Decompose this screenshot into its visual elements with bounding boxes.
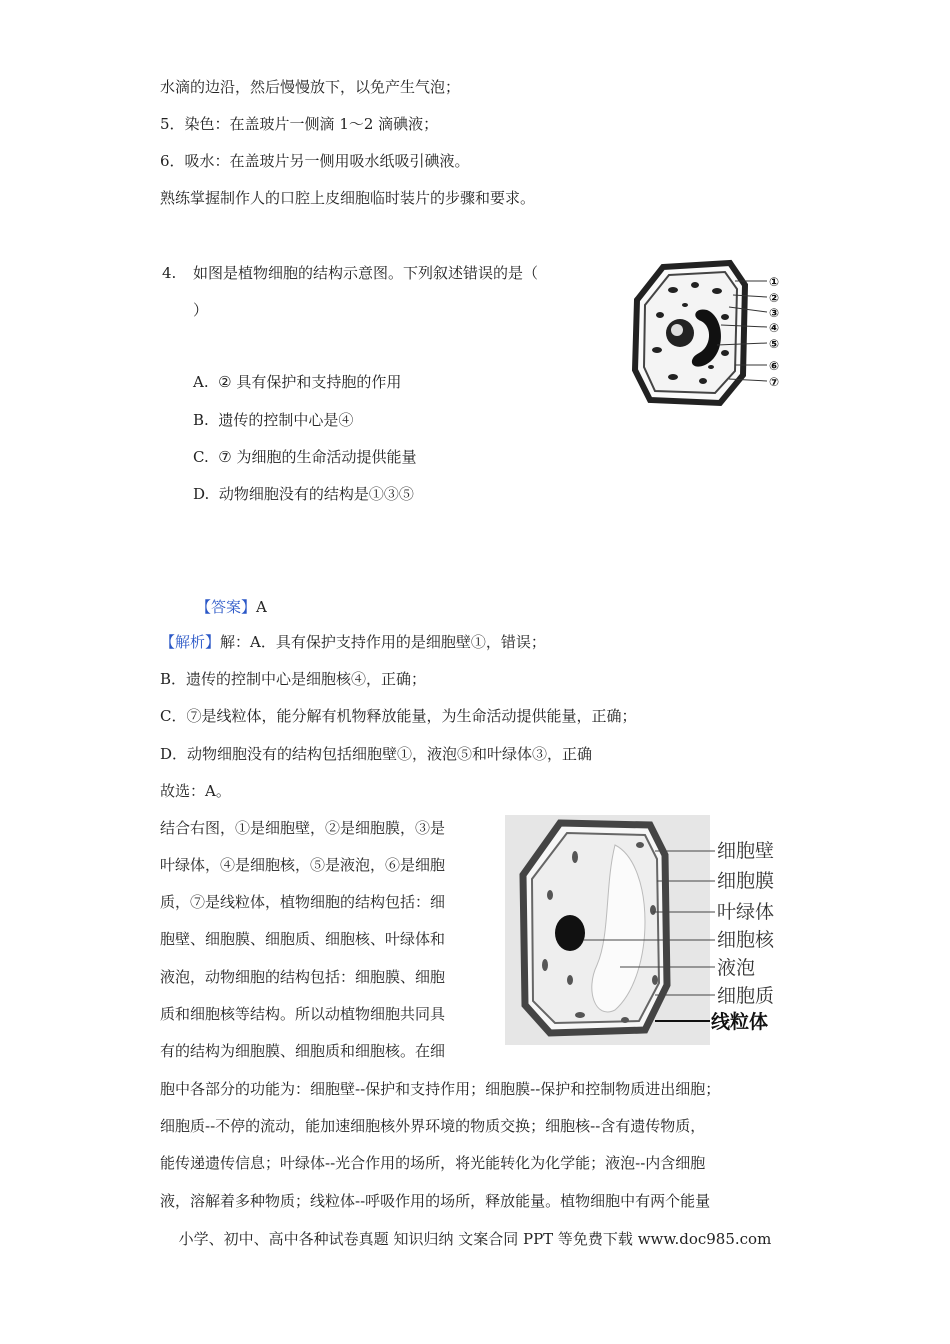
figure-label: 液泡 <box>717 957 756 979</box>
figure-label: ⑦ <box>769 375 780 389</box>
figure-label: ④ <box>769 321 780 335</box>
option-key: B. <box>193 411 209 429</box>
figure-label: ③ <box>769 306 780 320</box>
plant-cell-figure <box>625 255 790 410</box>
answer-line <box>196 597 267 617</box>
analysis-line: 胞壁、细胞膜、细胞质、细胞核、叶绿体和 <box>160 930 446 948</box>
figure-label: ② <box>769 291 780 305</box>
option-d <box>193 484 414 504</box>
analysis-first <box>160 632 546 652</box>
analysis-line: D．动物细胞没有的结构包括细胞壁①，液泡⑤和叶绿体③，正确 <box>160 745 593 763</box>
figure-label: ⑥ <box>769 359 780 373</box>
option-text: ⑦ 为细胞的生命活动提供能量 <box>218 448 417 466</box>
text-line: 熟练掌握制作人的口腔上皮细胞临时装片的步骤和要求。 <box>160 189 536 207</box>
figure-label: ⑤ <box>769 337 780 351</box>
question-stem: 如图是植物细胞的结构示意图。下列叙述错误的是（ <box>193 264 539 282</box>
analysis-line: 叶绿体，④是细胞核，⑤是液泡，⑥是细胞 <box>160 856 446 874</box>
page-footer: 小学、初中、高中各种试卷真题 知识归纳 文案合同 PPT 等免费下载 www.doc985.com <box>178 1230 772 1248</box>
question-stem-end: ） <box>193 301 209 319</box>
analysis-line: 细胞质--不停的流动，能加速细胞核外界环境的物质交换；细胞核--含有遗传物质， <box>160 1117 706 1135</box>
figure-label: 线粒体 <box>711 1011 769 1033</box>
option-text: ② 具有保护和支持胞的作用 <box>218 373 402 391</box>
figure-label: 细胞质 <box>717 985 775 1007</box>
figure-label: 细胞壁 <box>717 840 775 862</box>
analysis-line: 质和细胞核等结构。所以动植物细胞共同具 <box>160 1005 446 1023</box>
analysis-line: B．遗传的控制中心是细胞核④，正确； <box>160 670 427 688</box>
option-key: D. <box>193 485 210 503</box>
text-line: 水滴的边沿，然后慢慢放下，以免产生气泡； <box>160 78 461 96</box>
figure-label: 细胞膜 <box>717 870 775 892</box>
analysis-line: 结合右图，①是细胞壁，②是细胞膜，③是 <box>160 819 446 837</box>
analysis-line: 液，溶解着多种物质；线粒体--呼吸作用的场所，释放能量。植物细胞中有两个能量 <box>160 1192 711 1210</box>
option-a <box>193 372 401 392</box>
analysis-line: 有的结构为细胞膜、细胞质和细胞核。在细 <box>160 1042 446 1060</box>
analysis-line: 故选：A。 <box>160 782 231 800</box>
question-number: 4. <box>162 264 177 282</box>
plant-cell-labeled-figure <box>505 815 790 1045</box>
analysis-line: 质，⑦是线粒体，植物细胞的结构包括：细 <box>160 893 446 911</box>
option-key: C. <box>193 448 209 466</box>
answer-value: A <box>256 598 267 616</box>
text-line: 5．染色：在盖玻片一侧滴 1～2 滴碘液； <box>160 115 439 133</box>
analysis-tag: 【解析】 <box>160 633 221 651</box>
analysis-line: 液泡，动物细胞的结构包括：细胞膜、细胞 <box>160 968 446 986</box>
analysis-line: C．⑦是线粒体，能分解有机物释放能量，为生命活动提供能量，正确； <box>160 707 637 725</box>
figure-label: 叶绿体 <box>717 901 775 923</box>
option-b <box>193 410 353 430</box>
analysis-line: 胞中各部分的功能为：细胞壁--保护和支持作用；细胞膜--保护和控制物质进出细胞； <box>160 1080 721 1098</box>
figure-label: ① <box>769 275 780 289</box>
option-key: A. <box>193 373 209 391</box>
option-text: 动物细胞没有的结构是①③⑤ <box>218 485 414 503</box>
option-c <box>193 447 416 467</box>
text-line: 6．吸水：在盖玻片另一侧用吸水纸吸引碘液。 <box>160 152 470 170</box>
analysis-text: 解：A．具有保护支持作用的是细胞壁①，错误； <box>220 633 546 651</box>
figure-label: 细胞核 <box>717 929 775 951</box>
answer-tag: 【答案】 <box>196 598 257 616</box>
analysis-line: 能传递遗传信息；叶绿体--光合作用的场所，将光能转化为化学能；液泡--内含细胞 <box>160 1154 706 1172</box>
option-text: 遗传的控制中心是④ <box>218 411 354 429</box>
